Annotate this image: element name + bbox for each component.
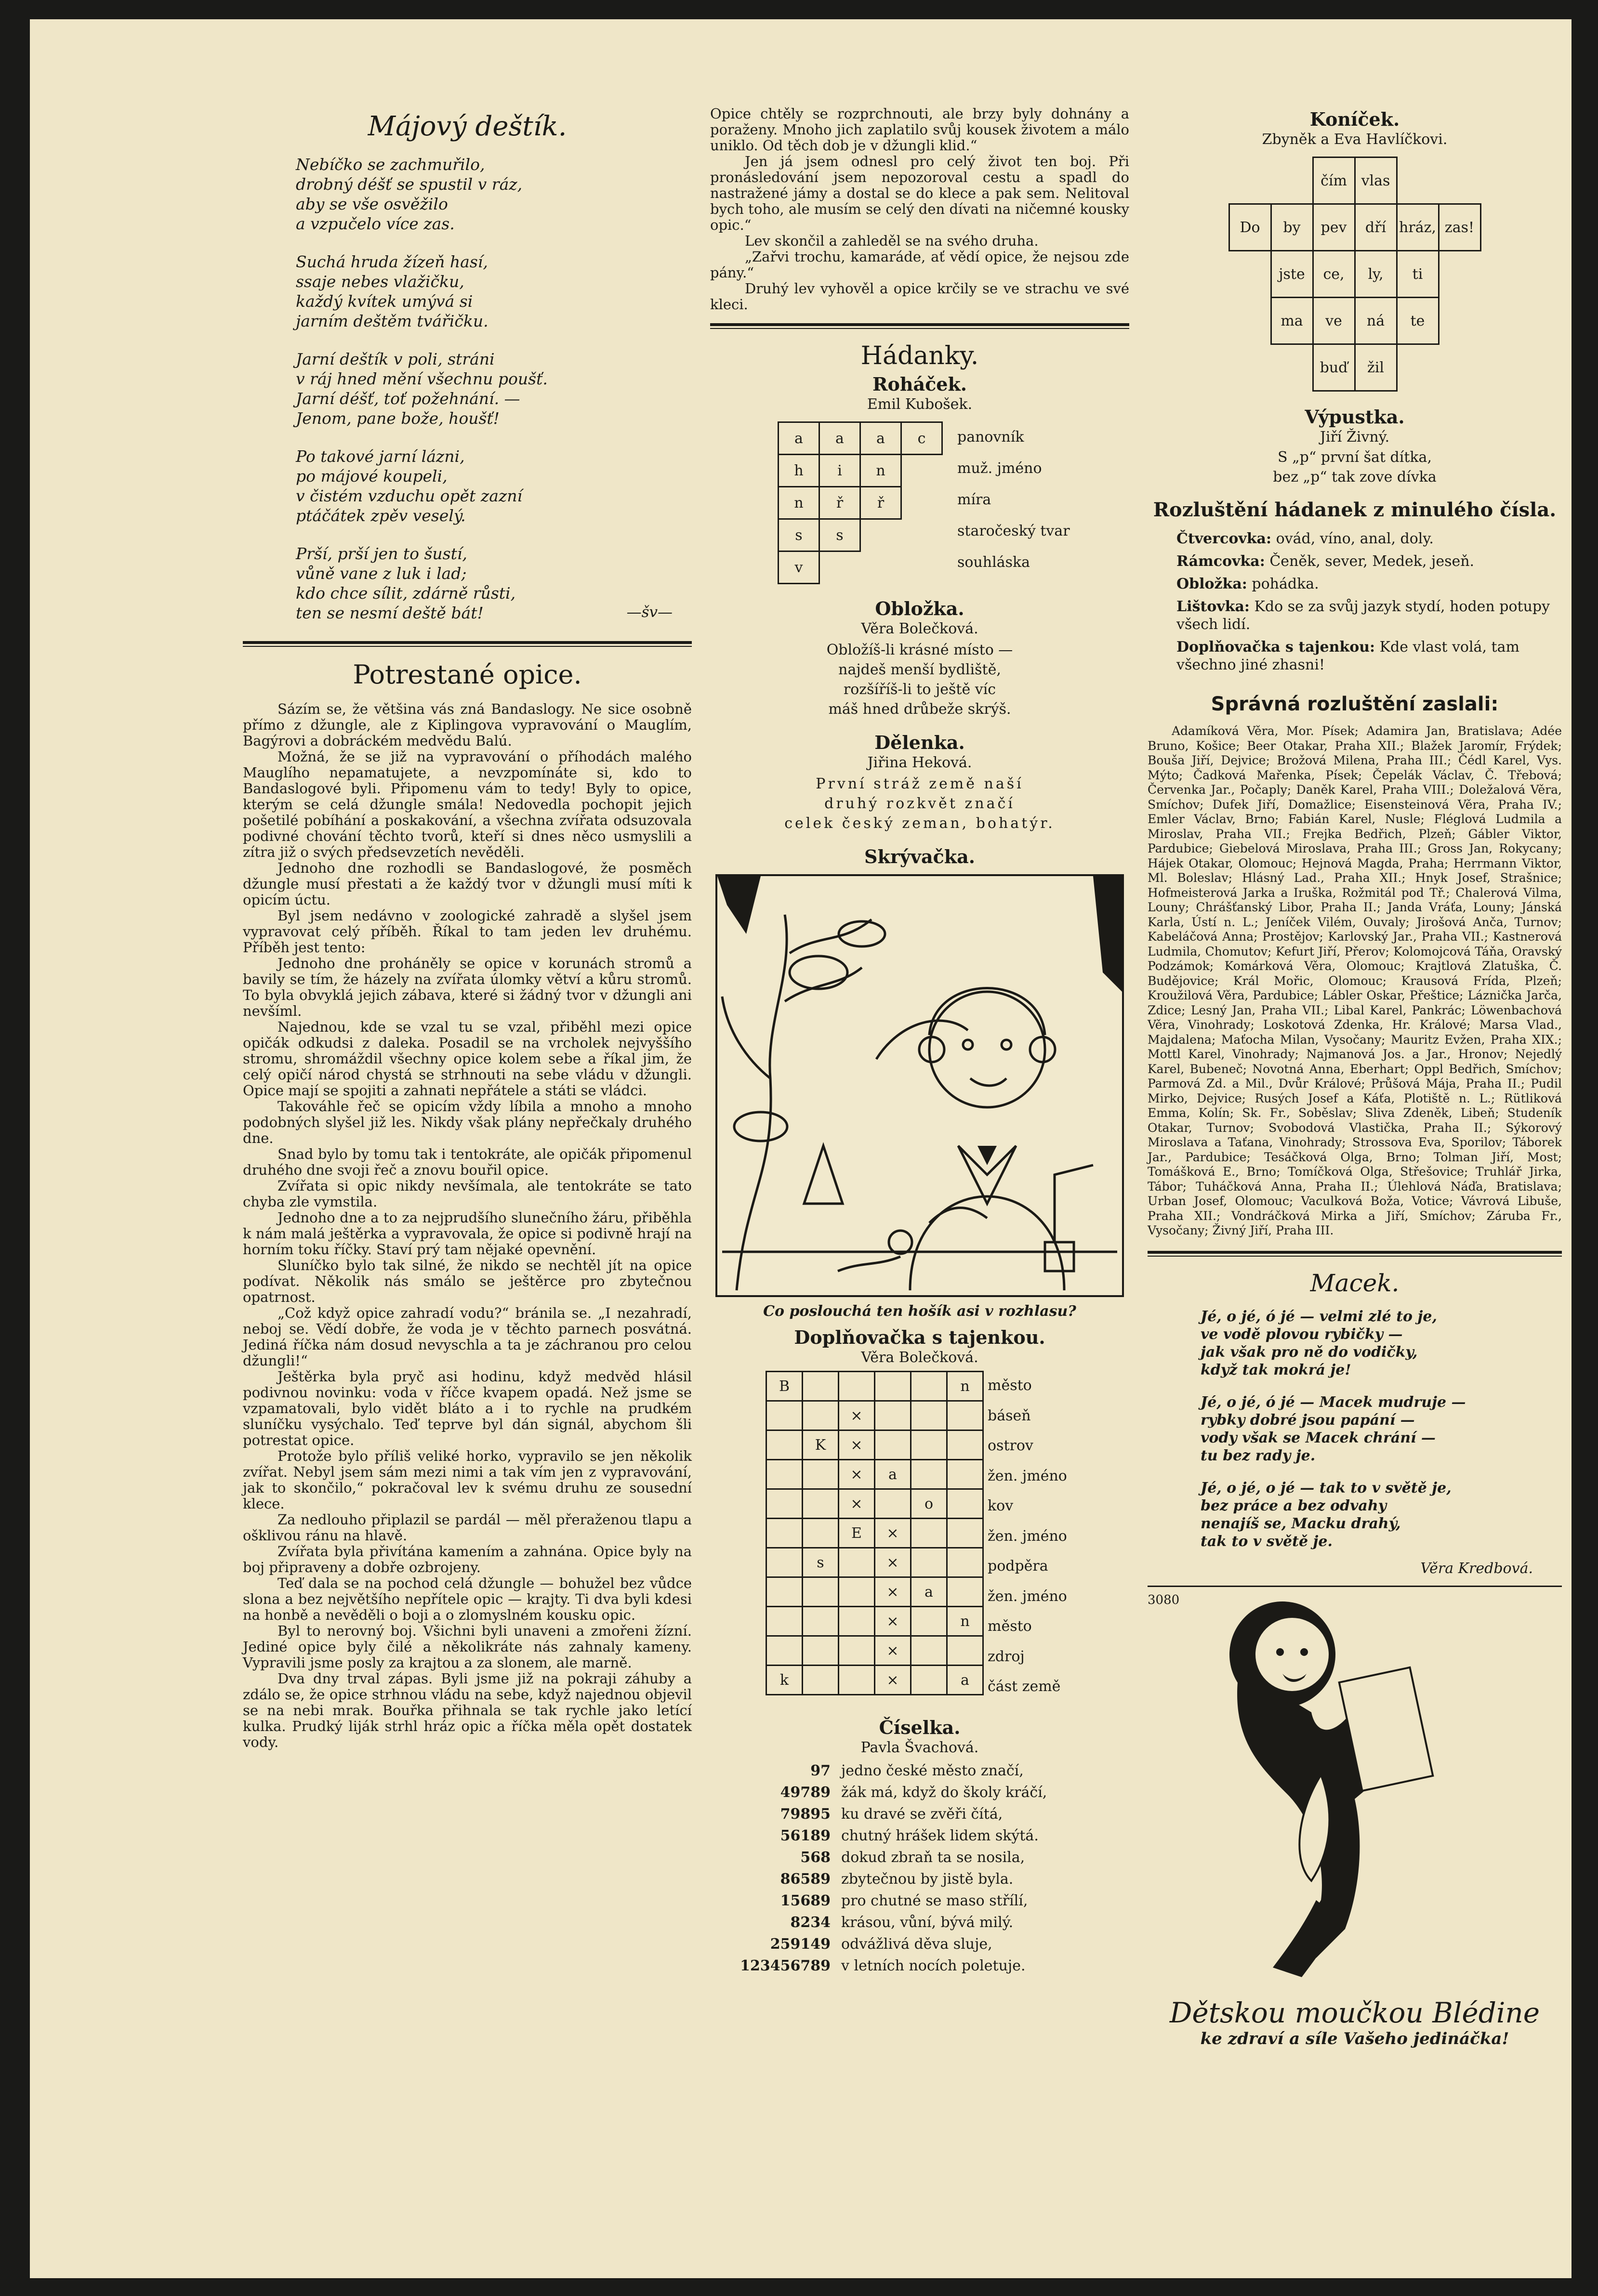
- text-line: druhý rozkvět značí: [824, 795, 1015, 812]
- ciselka-row: [710, 1912, 1129, 1933]
- grid-cell: ×: [875, 1636, 911, 1666]
- grid-cell: ×: [875, 1519, 911, 1548]
- grid-cell: v: [779, 551, 819, 584]
- grid-cell: ×: [875, 1666, 911, 1695]
- macek-body: [1148, 1308, 1562, 1550]
- story-paragraph: Sázím se, že většina vás zná Bandaslogy. Ne sice osobně přímo z džungle, ale z Kiplingova vypravování o Mauglím, Bagýrovi a dobráckém medvědu Balú.: [243, 701, 692, 749]
- story-paragraph: Zvířata byla přivítána kamením a zahnána. Opice byly na boj připraveny a dobře ozbrojeny.: [243, 1543, 692, 1575]
- ad-code: 3080: [1148, 1592, 1180, 1607]
- text-line: První stráž země naší: [816, 775, 1024, 792]
- macek-poem: [1148, 1269, 1562, 1577]
- grid-row: [766, 1401, 983, 1430]
- grid-cell: [875, 1401, 911, 1430]
- grid-row: [1229, 204, 1480, 251]
- grid-cell: [947, 1519, 983, 1548]
- grid-cell: B: [766, 1372, 803, 1401]
- grid-row: [766, 1519, 983, 1548]
- text-line: bez „p“ tak zove dívka: [1273, 469, 1437, 485]
- clue: souhláska: [957, 554, 1030, 571]
- grid-row: [1229, 298, 1480, 344]
- ciselka-clue: jedno české město značí,: [841, 1762, 1024, 1779]
- grid-row: [779, 519, 942, 551]
- poem-stanza: Suchá hruda žízeň hasí, ssaje nebes vlažičku, každý kvítek umývá si jarním deštěm tvářičku.: [296, 252, 489, 330]
- grid-cell: E: [839, 1519, 875, 1548]
- delenka-text: [710, 774, 1129, 833]
- grid-cell: s: [779, 519, 819, 551]
- grid-cell: [766, 1401, 803, 1430]
- text-line: celek český zeman, bohatýr.: [784, 815, 1055, 832]
- story-paragraph: „Zařvi trochu, kamaráde, ať vědí opice, že nejsou zde pány.“: [710, 249, 1129, 281]
- poem-stanza: Prší, prší jen to šustí, vůně vane z luk i lad; kdo chce sílit, zdárně růsti, ten se nesmí deště bát!: [296, 544, 516, 622]
- clue: muž. jméno: [957, 460, 1042, 477]
- grid-cell: [839, 1372, 875, 1401]
- ciselka-row: [710, 1890, 1129, 1912]
- doplnovacka-puzzle: [766, 1371, 1129, 1702]
- ciselka-clue: krásou, vůní, bývá milý.: [841, 1914, 1014, 1931]
- macek-title: Macek.: [1310, 1269, 1400, 1297]
- solution-answer: ovád, víno, anal, doly.: [1271, 530, 1434, 547]
- solution-item: [1176, 598, 1562, 633]
- clue: město: [988, 1618, 1032, 1635]
- grid-cell: [875, 1489, 911, 1519]
- grid-cell: vlas: [1355, 157, 1397, 204]
- grid-cell: ×: [839, 1401, 875, 1430]
- grid-cell: [1229, 251, 1271, 298]
- divider: [243, 641, 692, 647]
- story-paragraph: Druhý lev vyhověl a opice krčily se ve strachu ve své kleci.: [710, 280, 1129, 313]
- story-paragraph: Jednoho dne rozhodli se Bandaslogové, že posměch džungle musí přestati a že každý tvor v džungli musí míti k opicím úctu.: [243, 860, 692, 908]
- ciselka-clue: chutný hrášek lidem skýtá.: [841, 1827, 1039, 1844]
- macek-stanza: Jé, o jé, ó jé — velmi zlé to je, ve vodě plovou rybičky — jak však pro ně do vodičky, když tak mokrá je!: [1201, 1308, 1437, 1378]
- clue: část země: [988, 1678, 1061, 1695]
- story-paragraph: Dva dny trval zápas. Byli jsme již na pokraji záhuby a zdálo se, že opice strhnou vládu na sebe, když najednou objevil se na nebi mrak. Bouřka přihnala se tak rychle jako letící kulka. Prudký liják strhl hráz opic a říčka měla opět dostatek vody.: [243, 1670, 692, 1750]
- clue: míra: [957, 491, 991, 508]
- clue: žen. jméno: [988, 1467, 1067, 1484]
- grid-cell: [911, 1430, 947, 1460]
- clue: staročeský tvar: [957, 523, 1070, 539]
- story-paragraph: Byl to nerovný boj. Všichni byli unaveni a zmořeni žízní. Jediné opice byly čilé a několikráte nás zahnaly kameny. Vypravili jsme posly za krajtou a za slonem, ale marně.: [243, 1623, 692, 1671]
- story-paragraph: Možná, že se již na vypravování o příhodách malého Mauglího nepamatujete, a nevzpomínáte si, kdo to Bandaslogové byli. Připomenu vám to tedy! Byly to opice, kterým se celá džungle smála! Nedovedla pochopit jejich pošetilé pobíhání a poskakování, a všechna zvířata odsuzovala podivné chování těchto tvorů, kteří si dnes něco usmyslili a zítra již o svých předsevzetích nevěděli.: [243, 748, 692, 860]
- newspaper-page: [30, 19, 1572, 2278]
- grid-cell: a: [947, 1666, 983, 1695]
- ciselka-title: Číselka.: [879, 1716, 961, 1738]
- grid-cell: [911, 1636, 947, 1666]
- ciselka-clue: pro chutné se maso střílí,: [841, 1892, 1028, 1909]
- clue: ostrov: [988, 1437, 1033, 1454]
- grid-row: [766, 1460, 983, 1489]
- grid-cell: [803, 1577, 839, 1607]
- story-paragraph: Jen já jsem odnesl pro celý život ten boj. Při pronásledování jsem nepozoroval cestu a spadl do nastražené jámy a dostal se do klece a pak sem. Nelitoval bych toho, ale musím se celý den dívati na ničemné kousky opic.“: [710, 153, 1129, 233]
- poem-title: Májový deštík.: [368, 111, 567, 142]
- story-paragraph: Ještěrka byla pryč asi hodinu, když medvěd hlásil podivnou novinku: voda v říčce kvapem opadá. Než jsme se vzpamatovali, bylo vidět bláto a i to rychle na prudkém sluníčku vysýchalo. Teď teprve byl dán signál, abychom šli potrestat opice.: [243, 1368, 692, 1448]
- solution-item: [1176, 552, 1562, 570]
- grid-cell: ř: [860, 487, 901, 519]
- story-body: [243, 701, 692, 1750]
- grid-cell: ×: [875, 1607, 911, 1636]
- solution-answer: Čeněk, sever, Medek, jeseň.: [1265, 553, 1475, 570]
- text-line: Obložíš-li krásné místo —: [826, 642, 1013, 658]
- grid-cell: [766, 1519, 803, 1548]
- grid-cell: k: [766, 1666, 803, 1695]
- ciselka-clue: v letních nocích poletuje.: [841, 1957, 1026, 1974]
- ciselka-row: [710, 1760, 1129, 1782]
- grid-row: [766, 1666, 983, 1695]
- solution-label: Čtvercovka:: [1176, 530, 1272, 547]
- solution-answer: pohádka.: [1247, 576, 1319, 592]
- grid-cell: [1439, 251, 1480, 298]
- grid-cell: [1271, 157, 1313, 204]
- ciselka-row: [710, 1782, 1129, 1803]
- ciselka-list: [710, 1760, 1129, 1977]
- grid-cell: [803, 1607, 839, 1636]
- ciselka-clue: žák má, když do školy kráčí,: [841, 1784, 1047, 1801]
- grid-cell: pev: [1313, 204, 1355, 251]
- ciselka-row: [710, 1847, 1129, 1868]
- grid-cell: te: [1397, 298, 1439, 344]
- grid-cell: [875, 1430, 911, 1460]
- poem-body: [243, 155, 692, 623]
- ciselka-number: 259149: [770, 1935, 831, 1953]
- rohacek-puzzle: [778, 421, 1129, 584]
- grid-cell: ×: [839, 1430, 875, 1460]
- ciselka-number: 79895: [780, 1805, 831, 1823]
- ciselka-number: 123456789: [740, 1957, 831, 1974]
- story-paragraph: Lev skončil a zahleděl se na svého druha.: [745, 233, 1039, 249]
- grid-cell: [839, 1636, 875, 1666]
- konicek-grid: [1228, 157, 1481, 392]
- solution-item: [1176, 530, 1562, 548]
- grid-cell: ×: [875, 1577, 911, 1607]
- grid-row: [1229, 251, 1480, 298]
- text-line: S „p“ první šat dítka,: [1278, 449, 1432, 466]
- ciselka-number: 8234: [790, 1914, 831, 1931]
- vypustka-text: [1148, 447, 1562, 487]
- oblozka-author: Věra Bolečková.: [861, 620, 978, 637]
- grid-cell: [911, 1519, 947, 1548]
- solution-answer: Kdo se za svůj jazyk stydí, hoden potupy všech lidí.: [1176, 598, 1550, 633]
- grid-cell: [911, 1401, 947, 1430]
- rohacek-grid: [778, 421, 943, 584]
- grid-cell: ma: [1271, 298, 1313, 344]
- macek-author: Věra Kredbová.: [1420, 1560, 1533, 1577]
- text-line: rozšíříš-li to ještě víc: [843, 681, 996, 698]
- grid-cell: ×: [875, 1548, 911, 1577]
- story-paragraph: Sluníčko bylo tak silné, že nikdo se nechtěl jít na opice podívat. Několik nás smálo se ještěrce pro zbytečnou opatrnost.: [243, 1257, 692, 1305]
- grid-cell: [911, 1548, 947, 1577]
- vypustka-title: Výpustka.: [1305, 406, 1405, 428]
- grid-cell: a: [779, 422, 819, 455]
- grid-cell: [875, 1372, 911, 1401]
- konicek-title: Koníček.: [1309, 108, 1400, 130]
- ciselka-number: 49789: [780, 1784, 831, 1801]
- konicek-author: Zbyněk a Eva Havlíčkovi.: [1262, 131, 1448, 148]
- solution-label: Doplňovačka s tajenkou:: [1176, 639, 1375, 656]
- grid-cell: [803, 1372, 839, 1401]
- grid-cell: čím: [1313, 157, 1355, 204]
- macek-stanza: Jé, o jé, o jé — tak to v světě je, bez práce a bez odvahy nenajíš se, Macku drahý, tak to v světě je.: [1201, 1479, 1452, 1550]
- rohacek-author: Emil Kubošek.: [867, 396, 973, 413]
- grid-cell: buď: [1313, 344, 1355, 391]
- grid-cell: h: [779, 455, 819, 487]
- grid-cell: by: [1271, 204, 1313, 251]
- grid-row: [766, 1636, 983, 1666]
- grid-cell: [1271, 344, 1313, 391]
- skryvacka-caption: Co poslouchá ten hošík asi v rozhlasu?: [763, 1303, 1076, 1320]
- grid-cell: [766, 1489, 803, 1519]
- grid-cell: [947, 1401, 983, 1430]
- solutions-title: Rozluštění hádanek z minulého čísla.: [1153, 499, 1557, 521]
- grid-row: [766, 1430, 983, 1460]
- story-paragraph: Teď dala se na pochod celá džungle — bohužel bez vůdce slona a bez největšího nepřítele opic — krajty. Ti dva byli kdesi na honbě a nevěděli o boji a o zlomyslném kousku opic.: [243, 1575, 692, 1623]
- grid-cell: hráz,: [1397, 204, 1439, 251]
- text-line: najdeš menší bydliště,: [838, 661, 1001, 678]
- right-column: [1148, 108, 1562, 2073]
- ciselka-clue: odvážlivá děva sluje,: [841, 1935, 992, 1953]
- ciselka-clue: dokud zbraň ta se nosila,: [841, 1849, 1025, 1866]
- grid-row: [779, 455, 942, 487]
- grid-cell: c: [901, 422, 942, 455]
- clue: žen. jméno: [988, 1527, 1067, 1545]
- grid-cell: [803, 1519, 839, 1548]
- story-paragraph: „Což když opice zahradí vodu?“ bránila se. „I nezahradí, neboj se. Vědí dobře, že voda je v těchto parnech posvátná. Jediná říčka nám dosud nevyschla a ta je záchranou pro celou džungli!“: [243, 1305, 692, 1369]
- grid-cell: ř: [819, 487, 860, 519]
- ciselka-row: [710, 1933, 1129, 1955]
- grid-cell: [803, 1666, 839, 1695]
- story-paragraph: Opice chtěly se rozprchnouti, ale brzy byly dohnány a poraženy. Mnoho jich zaplatilo svůj kousek životem a málo uniklo. Od těch dob je v džungli klid.“: [710, 105, 1129, 154]
- delenka-author: Jiřina Heková.: [867, 754, 972, 771]
- grid-cell: a: [911, 1577, 947, 1607]
- grid-cell: [839, 1607, 875, 1636]
- grid-cell: ve: [1313, 298, 1355, 344]
- story-continuation: [710, 106, 1129, 313]
- grid-cell: a: [819, 422, 860, 455]
- grid-cell: a: [860, 422, 901, 455]
- grid-cell: [803, 1460, 839, 1489]
- grid-row: [766, 1607, 983, 1636]
- divider: [1148, 1251, 1562, 1257]
- grid-cell: [1397, 157, 1439, 204]
- grid-cell: Do: [1229, 204, 1271, 251]
- grid-cell: [839, 1548, 875, 1577]
- ciselka-author: Pavla Švachová.: [860, 1739, 979, 1756]
- grid-cell: [766, 1548, 803, 1577]
- grid-cell: [911, 1607, 947, 1636]
- grid-cell: K: [803, 1430, 839, 1460]
- story-paragraph: Najednou, kde se vzal tu se vzal, přiběhl mezi opice opičák odkudsi z daleka. Posadil se na vrcholek nejvyššího stromu, shromáždil všechny opice kolem sebe a říkal jim, že celý opičí národ chystá se strhnouti na sebe vládu v džungli. Opice mají se spojiti a zahnati nepřátele a státi se vládci.: [243, 1019, 692, 1099]
- grid-cell: ce,: [1313, 251, 1355, 298]
- grid-cell: [947, 1430, 983, 1460]
- grid-row: [766, 1548, 983, 1577]
- oblozka-title: Obložka.: [875, 598, 964, 619]
- rohacek-clues: [957, 421, 1070, 578]
- story-paragraph: Takováhle řeč se opicím vždy líbila a mnoho a mnoho podobných slyšel již les. Nikdy však plány nepřečkaly druhého dne.: [243, 1098, 692, 1146]
- clue: panovník: [957, 429, 1024, 446]
- solutions-list: [1176, 530, 1562, 674]
- poem-stanza: Po takové jarní lázni, po májové koupeli, v čistém vzduchu opět zazní ptáčátek zpěv veselý.: [296, 447, 523, 525]
- grid-cell: [911, 1372, 947, 1401]
- poem-signature: —šv—: [626, 604, 673, 621]
- grid-cell: ×: [839, 1489, 875, 1519]
- ciselka-number: 15689: [780, 1892, 831, 1909]
- doplnovacka-title: Doplňovačka s tajenkou.: [794, 1326, 1045, 1348]
- ciselka-row: [710, 1825, 1129, 1847]
- doplnovacka-author: Věra Bolečková.: [861, 1349, 978, 1366]
- grid-cell: n: [860, 455, 901, 487]
- ciselka-row: [710, 1868, 1129, 1890]
- story-paragraph: Protože bylo příliš veliké horko, vypravilo se jen několik zvířat. Nebyl jsem sám mezi nimi a tak vím jen z vypravování, jak to skončilo,“ pokračoval lev k svému druhu ze sousední klece.: [243, 1448, 692, 1512]
- grid-cell: ×: [839, 1460, 875, 1489]
- skryvacka-illustration: [715, 874, 1124, 1297]
- grid-cell: [1439, 157, 1480, 204]
- grid-row: [1229, 344, 1480, 391]
- grid-cell: s: [819, 519, 860, 551]
- doplnovacka-grid: [766, 1371, 984, 1695]
- clue: zdroj: [988, 1648, 1025, 1665]
- oblozka-text: [710, 640, 1129, 719]
- grid-cell: ná: [1355, 298, 1397, 344]
- grid-cell: a: [875, 1460, 911, 1489]
- grid-cell: [947, 1636, 983, 1666]
- skryvacka-title: Skrývačka.: [864, 846, 975, 867]
- solution-item: [1176, 638, 1562, 674]
- grid-cell: jste: [1271, 251, 1313, 298]
- grid-cell: [1229, 298, 1271, 344]
- grid-cell: [911, 1666, 947, 1695]
- grid-row: [766, 1489, 983, 1519]
- grid-cell: [766, 1460, 803, 1489]
- vypustka-author: Jiří Živný.: [1320, 429, 1390, 446]
- ciselka-clue: zbytečnou by jistě byla.: [841, 1870, 1014, 1888]
- clue: báseň: [988, 1407, 1031, 1424]
- story-paragraph: Snad bylo by tomu tak i tentokráte, ale opičák připomenul druhého dne svoji řeč a znovu bouřil opice.: [243, 1146, 692, 1178]
- ad-text: [1148, 1996, 1562, 2048]
- solvers-title: Správná rozluštění zaslali:: [1211, 693, 1499, 715]
- clue: žen. jméno: [988, 1588, 1067, 1605]
- grid-cell: [947, 1548, 983, 1577]
- grid-cell: [803, 1401, 839, 1430]
- grid-cell: n: [947, 1607, 983, 1636]
- solution-label: Rámcovka:: [1176, 553, 1265, 570]
- blédine-advertisement: [1148, 1586, 1562, 2073]
- story-paragraph: Zvířata si opic nikdy nevšímala, ale tentokráte se tato chyba zle vymstila.: [243, 1178, 692, 1210]
- story-paragraph: Byl jsem nedávno v zoologické zahradě a slyšel jsem vypravovat celý příběh. Říkal to tam jeden lev druhému. Příběh jest tento:: [243, 907, 692, 956]
- grid-cell: [803, 1636, 839, 1666]
- baby-carrying-cereal-box-drawing: [1201, 1592, 1470, 1982]
- story-paragraph: Jednoho dne a to za nejprudšího slunečního žáru, přiběhla k nám malá ještěrka a vypravovala, že opice si podivně hrají na horním toku říčky. Staví prý tam nějaké opevnění.: [243, 1209, 692, 1258]
- grid-row: [779, 422, 942, 455]
- grid-cell: [947, 1460, 983, 1489]
- story-paragraph: Za nedlouho připlazil se pardál — měl přeraženou tlapu a ošklivou ránu na hlavě.: [243, 1511, 692, 1544]
- grid-cell: žil: [1355, 344, 1397, 391]
- delenka-title: Dělenka.: [874, 732, 965, 753]
- grid-cell: n: [947, 1372, 983, 1401]
- grid-cell: [911, 1460, 947, 1489]
- grid-cell: [1439, 344, 1480, 391]
- solution-label: Obložka:: [1176, 576, 1247, 592]
- ad-headline: Dětskou moučkou Blédine: [1169, 1996, 1540, 2029]
- grid-cell: [1397, 344, 1439, 391]
- grid-cell: [766, 1577, 803, 1607]
- solution-label: Lištovka:: [1176, 598, 1250, 615]
- solution-item: [1176, 575, 1562, 593]
- ciselka-number: 86589: [780, 1870, 831, 1888]
- clue: podpěra: [988, 1558, 1048, 1574]
- grid-cell: n: [779, 487, 819, 519]
- poem-stanza: Jarní deštík v poli, stráni v ráj hned mění všechnu poušť. Jarní déšť, toť požehnání. — Jenom, pane bože, houšť!: [296, 350, 548, 428]
- puzzles-heading: Hádanky.: [860, 341, 979, 370]
- solution-answer: Kde vlast volá, tam všechno jiné zhasni!: [1176, 639, 1519, 673]
- grid-row: [766, 1372, 983, 1401]
- ciselka-number: 97: [810, 1762, 831, 1779]
- grid-cell: ly,: [1355, 251, 1397, 298]
- ciselka-number: 56189: [780, 1827, 831, 1844]
- grid-row: [779, 551, 942, 584]
- poem-stanza: Nebíčko se zachmuřilo, drobný déšť se spustil v ráz, aby se vše osvěžilo a vzpučelo více zas.: [296, 155, 523, 233]
- grid-row: [766, 1577, 983, 1607]
- ciselka-number: 568: [800, 1849, 831, 1866]
- rohacek-title: Roháček.: [872, 373, 967, 395]
- left-column: [243, 111, 692, 1750]
- solvers-list: Adamíková Věra, Mor. Písek; Adamira Jan, Bratislava; Adée Bruno, Košice; Beer Otakar, Praha XII.; Blažek Jaromír, Frýdek; Bouša Jiří, Dejvice; Brožová Milena, Praha III.; Čédl Karel, Vys. Mýto; Čadková Mařenka, Písek; Čepelák Václav, Č. Třebová; Červenka Jar., Počaply; Daněk Karel, Praha VIII.; Doležalová Věra, Smíchov; Dufek Jiří, Domažlice; Eisensteinová Věra, Praha IV.; Emler Václav, Brno; Fabián Karel, Nusle; Fléglová Ludmila a Miroslav, Praha VII.; Frejka Bedřich, Plzeň; Gábler Viktor, Pardubice; Giebelová Miroslava, Praha III.; Gross Jan, Rokycany; Hájek Otakar, Olomouc; Hejnová Magda, Praha; Herrmann Viktor, Ml. Boleslav; Hlásný Lad., Praha XII.; Hnyk Josef, Strašnice; Hofmeisterová Jarka a Iruška, Rožmitál pod Tř.; Chalerová Vilma, Louny; Chrášťanský Libor, Praha II.; Janda Vráťa, Louny; Jánská Karla, Ústí n. L.; Jeníček Vilém, Ouvaly; Jirošová Anča, Turnov; Kabeláčová Anna; Prostějov; Karlovský Jar., Praha VII.; Kastnerová Ludmila, Chomutov; Kefurt Jiří, Přerov; Kolomojcová Táňa, Oravský Podzámok; Komárková Věra, Olomouc; Krajtlová Zlatuška, Č. Budějovice; Král Mořic, Olomouc; Krausová Frída, Plzeň; Kroužilová Věra, Pardubice; Lábler Oskar, Přeštice; Láznička Jarča, Zdice; Lesný Jan, Praha VII.; Libal Karel, Pankrác; Löwenbachová Věra, Vinohrady; Loskotová Zdenka, Hr. Králové; Marsa Vlad., Majdalena; Maťocha Milan, Vysočany; Mauritz Evžen, Praha XIX.; Mottl Karel, Vinohrady; Najmanová Jos. a Jar., Hronov; Nejedlý Karel, Bubeneč; Novotná Anna, Eberhart; Oppl Bedřich, Smíchov; Parmová Zd. a Mil., Dvůr Králové; Průšová Mája, Praha II.; Pudil Mirko, Dejvice; Rusých Josef a Káťa, Plotiště n. L.; Rütliková Emma, Kolín; Sk. Fr., Soběslav; Sliva Zdeněk, Libeň; Studeník Otakar, Turnov; Svobodová Vlastička, Praha II.; Sýkorový Miroslava a Taťana, Vinohrady; Strossova Eva, Sporilov; Táborek Jar., Pardubice; Tesáčková Olga, Brno; Tolman Jiří, Most; Tomášková E., Brno; Tomíčková Olga, Střešovice; Truhlář Jirka, Tábor; Tuháčková Anna, Praha II.; Úlehlová Náďa, Bratislava; Urban Josef, Olomouc; Vaculková Boža, Votice; Vávrová Libuše, Praha XII.; Vondráčková Mirka a Jiří, Smíchov; Záruba Fr., Vysočany; Živný Jiří, Praha III.: [1148, 724, 1562, 1237]
- ciselka-row: [710, 1803, 1129, 1825]
- grid-cell: [839, 1577, 875, 1607]
- grid-cell: [947, 1577, 983, 1607]
- divider: [710, 323, 1129, 329]
- ciselka-row: [710, 1955, 1129, 1977]
- ciselka-clue: ku dravé se zvěři čítá,: [841, 1805, 1003, 1823]
- grid-cell: ti: [1397, 251, 1439, 298]
- grid-cell: o: [911, 1489, 947, 1519]
- grid-cell: [1229, 157, 1271, 204]
- grid-cell: [1439, 298, 1480, 344]
- clue: město: [988, 1377, 1032, 1394]
- grid-cell: [947, 1489, 983, 1519]
- grid-cell: s: [803, 1548, 839, 1577]
- grid-cell: zas!: [1439, 204, 1480, 251]
- grid-cell: [803, 1489, 839, 1519]
- grid-cell: [766, 1430, 803, 1460]
- ad-tagline: ke zdraví a síle Vašeho jedináčka!: [1200, 2029, 1509, 2048]
- story-paragraph: Jednoho dne proháněly se opice v korunách stromů a bavily se tím, že házely na zvířata úlomky větví a kůru stromů. To byla obvyklá jejich zábava, které si žádný tvor v džungli ani nevšíml.: [243, 955, 692, 1019]
- middle-column: [710, 106, 1129, 1977]
- grid-cell: [766, 1636, 803, 1666]
- grid-cell: i: [819, 455, 860, 487]
- macek-stanza: Jé, o jé, ó jé — Macek mudruje — rybky dobré jsou papání — vody však se Macek chrání — tu bez rady je.: [1201, 1393, 1466, 1464]
- clue: kov: [988, 1497, 1014, 1514]
- doplnovacka-clues: [988, 1371, 1067, 1702]
- grid-cell: dří: [1355, 204, 1397, 251]
- grid-cell: [839, 1666, 875, 1695]
- story-title: Potrestané opice.: [353, 659, 582, 690]
- grid-cell: [766, 1607, 803, 1636]
- grid-row: [779, 487, 942, 519]
- grid-cell: [1229, 344, 1271, 391]
- grid-row: [1229, 157, 1480, 204]
- boy-with-radio-headphones-drawing: [717, 876, 1122, 1295]
- text-line: máš hned drůbeže skrýš.: [828, 701, 1011, 718]
